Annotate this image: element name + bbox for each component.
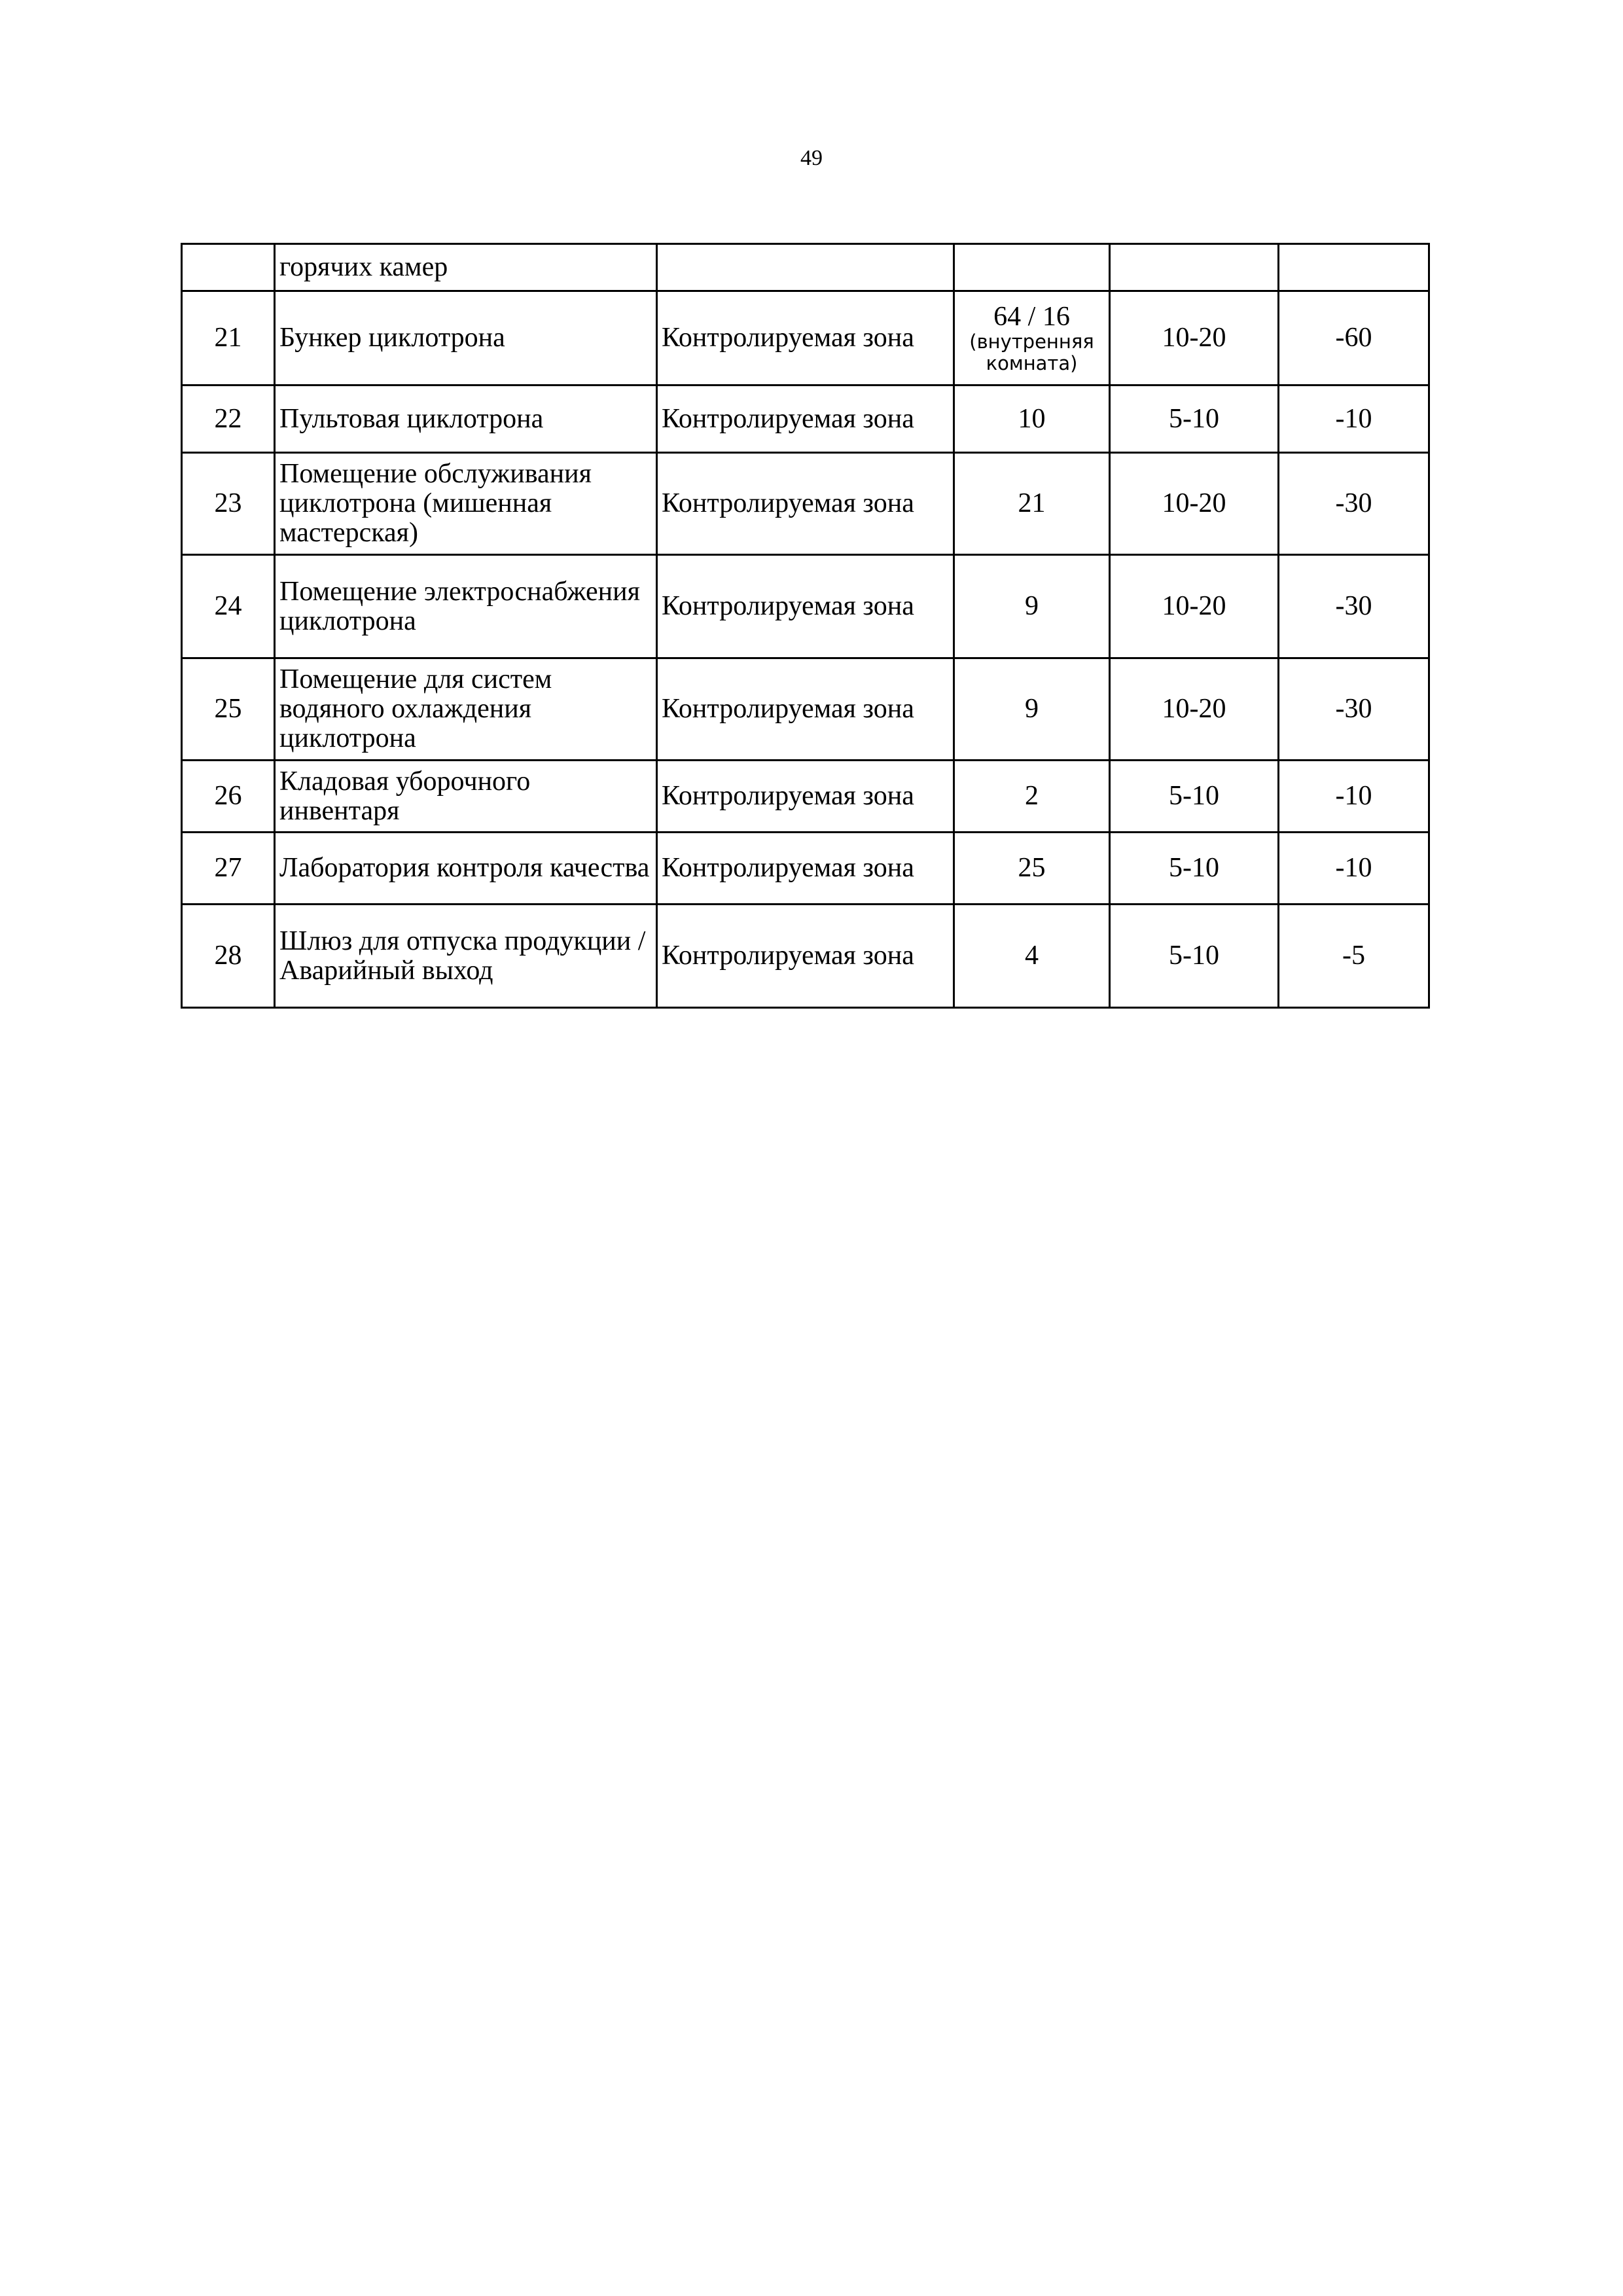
table-row — [182, 291, 1429, 386]
air-exchange-cell: 10-20 — [1110, 453, 1279, 555]
pressure-cell: -10 — [1279, 386, 1429, 453]
area-note: (внутренняя комната) — [969, 330, 1094, 374]
table-row — [182, 658, 1429, 761]
room-name-cell: Помещение электроснабжения циклотрона — [275, 555, 657, 658]
area-cell: 2 — [954, 761, 1110, 833]
room-number-cell: 25 — [182, 658, 275, 761]
pressure-cell: -60 — [1279, 291, 1429, 386]
pressure-cell — [1279, 244, 1429, 291]
zone-cell: Контролируемая зона — [657, 761, 954, 833]
air-exchange-cell: 5-10 — [1110, 833, 1279, 905]
room-number-cell: 27 — [182, 833, 275, 905]
pressure-cell: -30 — [1279, 658, 1429, 761]
area-value: 64 / 16 — [993, 301, 1070, 332]
air-exchange-cell — [1110, 244, 1279, 291]
room-name-cell: Помещение для систем водяного охлаждения циклотрона — [275, 658, 657, 761]
area-cell: 25 — [954, 833, 1110, 905]
zone-cell — [657, 244, 954, 291]
air-exchange-cell: 5-10 — [1110, 386, 1279, 453]
table-row — [182, 761, 1429, 833]
pressure-cell: -30 — [1279, 555, 1429, 658]
pressure-cell: -10 — [1279, 761, 1429, 833]
pressure-cell: -10 — [1279, 833, 1429, 905]
room-name-cell: Помещение обслуживания циклотрона (мишенная мастерская) — [275, 453, 657, 555]
room-name-cell: Кладовая уборочного инвентаря — [275, 761, 657, 833]
room-name-cell: горячих камер — [275, 244, 657, 291]
room-name-cell: Шлюз для отпуска продукции / Аварийный выход — [275, 905, 657, 1008]
room-number-cell: 22 — [182, 386, 275, 453]
zone-cell: Контролируемая зона — [657, 658, 954, 761]
room-number-cell: 21 — [182, 291, 275, 386]
table-row — [182, 386, 1429, 453]
area-cell: 9 — [954, 555, 1110, 658]
zone-cell: Контролируемая зона — [657, 833, 954, 905]
air-exchange-cell: 5-10 — [1110, 761, 1279, 833]
room-name-cell: Лаборатория контроля качества — [275, 833, 657, 905]
zone-cell: Контролируемая зона — [657, 453, 954, 555]
table-row — [182, 905, 1429, 1008]
pressure-cell: -30 — [1279, 453, 1429, 555]
air-exchange-cell: 10-20 — [1110, 555, 1279, 658]
room-number-cell: 24 — [182, 555, 275, 658]
zone-cell: Контролируемая зона — [657, 291, 954, 386]
zone-cell: Контролируемая зона — [657, 386, 954, 453]
area-cell: 10 — [954, 386, 1110, 453]
room-name-cell: Бункер циклотрона — [275, 291, 657, 386]
area-cell — [954, 244, 1110, 291]
air-exchange-cell: 10-20 — [1110, 291, 1279, 386]
rooms-table — [181, 243, 1430, 1009]
room-number-cell: 23 — [182, 453, 275, 555]
zone-cell: Контролируемая зона — [657, 905, 954, 1008]
table-row — [182, 833, 1429, 905]
room-name-cell: Пультовая циклотрона — [275, 386, 657, 453]
air-exchange-cell: 5-10 — [1110, 905, 1279, 1008]
pressure-cell: -5 — [1279, 905, 1429, 1008]
area-cell: 9 — [954, 658, 1110, 761]
room-number-cell — [182, 244, 275, 291]
room-number-cell: 26 — [182, 761, 275, 833]
area-cell — [954, 291, 1110, 386]
table-row — [182, 244, 1429, 291]
air-exchange-cell: 10-20 — [1110, 658, 1279, 761]
zone-cell: Контролируемая зона — [657, 555, 954, 658]
area-cell: 21 — [954, 453, 1110, 555]
room-number-cell: 28 — [182, 905, 275, 1008]
table-row — [182, 555, 1429, 658]
area-cell: 4 — [954, 905, 1110, 1008]
table-row — [182, 453, 1429, 555]
page-number: 49 — [800, 146, 823, 170]
